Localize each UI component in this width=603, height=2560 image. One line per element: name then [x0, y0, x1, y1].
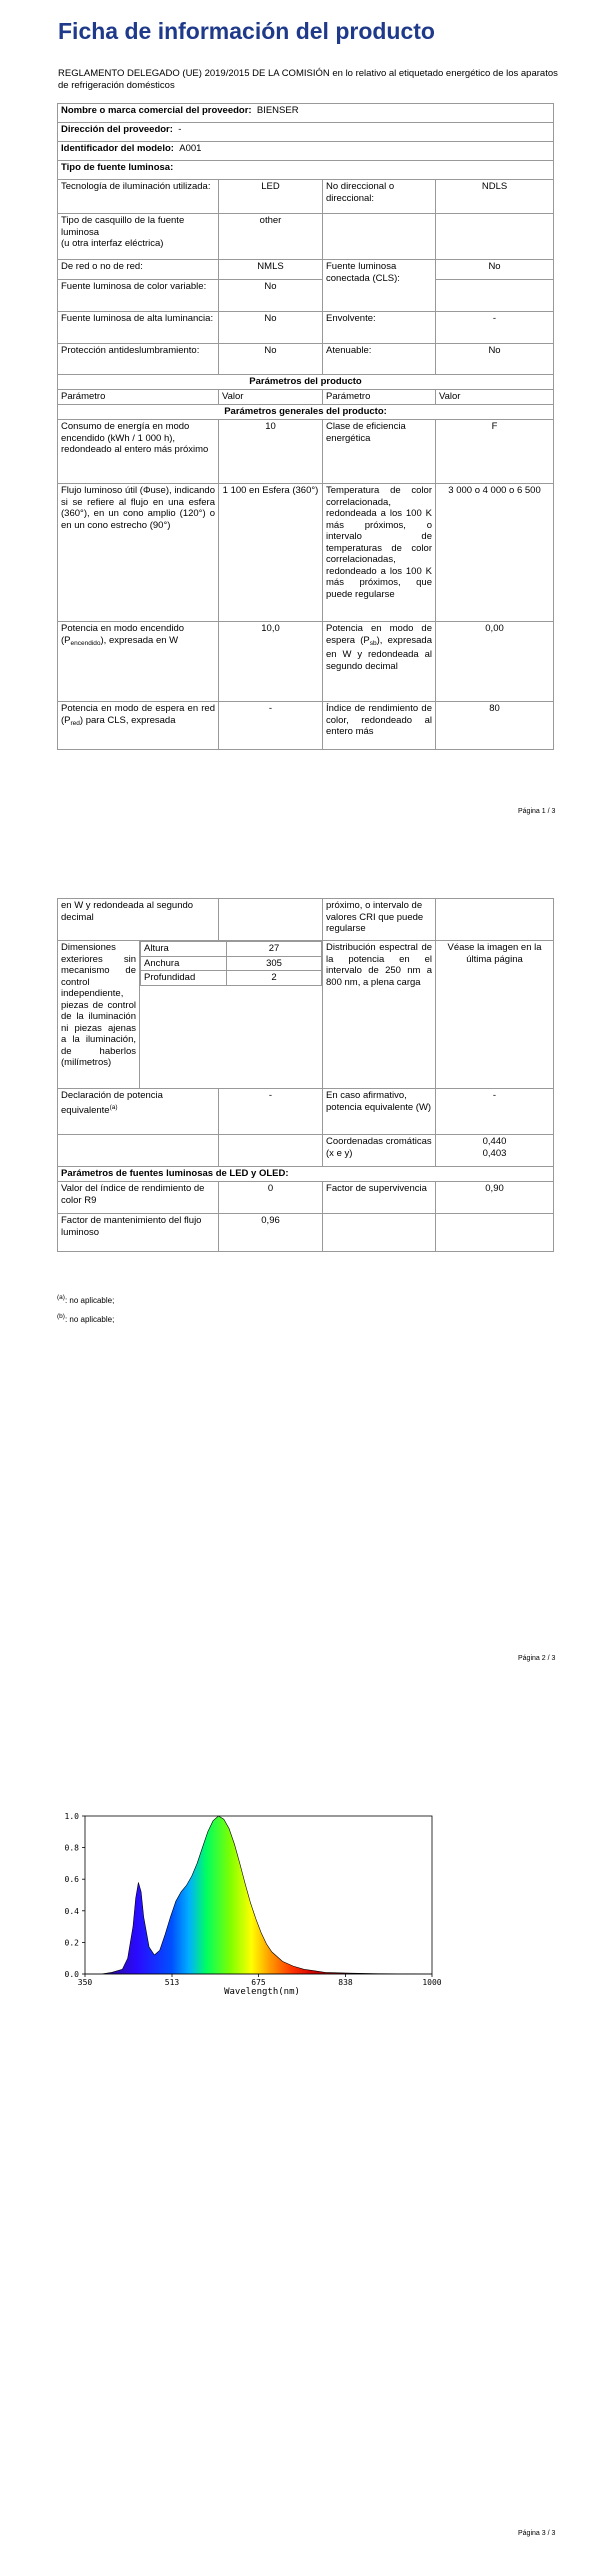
supplier-name-value: BIENSER: [256, 105, 299, 116]
x-tick-label-2: 675: [251, 1978, 266, 1987]
netstandby-value: -: [219, 702, 323, 750]
connected-label: Fuente luminosa conectada (CLS):: [323, 260, 436, 312]
r9-value: 0: [219, 1182, 323, 1214]
standby-label: Potencia en modo de espera $(P_{sb})$, expresada en W y redondeada al segundo decimal: [323, 622, 436, 702]
envelope-value: -: [436, 312, 554, 344]
maint-label: Factor de mantenimiento del flujo luminoso: [58, 1214, 219, 1252]
spectrum-area: [85, 1816, 432, 1974]
equiv-w-label: En caso afirmativo, potencia equivalente (W): [323, 1089, 436, 1135]
cri-value: 80: [436, 702, 554, 750]
x-tick-label-1: 513: [164, 1978, 180, 1987]
equiv-value: -: [219, 1089, 323, 1135]
y-tick-label-4: 0.8: [64, 1843, 79, 1853]
col-value-2: Valor: [436, 390, 554, 405]
dims-label: Dimensiones exteriores sin mecanismo de control independiente, piezas de control de la iluminación ni piezas ajenas a la iluminación, de haberlos (milímetros): [58, 941, 140, 1089]
cri-label-p1: Índice de rendimiento de color, redondeado al entero más: [323, 702, 436, 750]
survival-label: Factor de supervivencia: [323, 1182, 436, 1214]
spd-label: Distribución espectral de la potencia en el intervalo de 250 nm a 800 nm, a plena carga: [323, 941, 436, 1089]
power-value: 10,0: [219, 622, 323, 702]
x-tick-label-0: 350: [77, 1978, 93, 1987]
page-number-1: Página 1 / 3: [518, 808, 556, 815]
x-tick-label-3: 838: [338, 1978, 353, 1987]
dimmable-value: No: [436, 344, 554, 375]
col-param-2: Parámetro: [323, 390, 436, 405]
energy-label: Consumo de energía en modo encendido (kWh / 1 000 h), redondeado al entero más próximo: [58, 420, 219, 484]
nondirectional-label: No direccional o direccional:: [323, 180, 436, 214]
glare-value: No: [219, 344, 323, 375]
dims-subtable: [140, 941, 322, 986]
y-tick-label-5: 1.0: [64, 1812, 79, 1821]
efficiency-value: F: [436, 420, 554, 484]
height-label: Altura: [141, 942, 227, 957]
colour-label: Fuente luminosa de color variable:: [58, 280, 219, 312]
flux-label: Flujo luminoso útil (Φuse), indicando si se refiere al flujo en una esfera (360°), en un cono amplio (120°) o en un cono estrecho (90°): [58, 484, 219, 622]
efficiency-label: Clase de eficiencia energética: [323, 420, 436, 484]
source-type-label: Tipo de fuente luminosa:: [58, 161, 554, 180]
flux-value: 1 100 en Esfera (360°): [219, 484, 323, 622]
envelope-label: Envolvente:: [323, 312, 436, 344]
cct-label: Temperatura de color correlacionada, redondeada a los 100 K más próximos, o intervalo de temperaturas de color correlacionadas, redondeado a los 100 K más próximos, que puede regularse: [323, 484, 436, 622]
cct-value: 3 000 o 4 000 o 6 500: [436, 484, 554, 622]
power-label: Potencia en modo encendido $(P_{encendido})$, expresada en W: [58, 622, 219, 702]
hl-value: No: [219, 312, 323, 344]
mains-value: NMLS: [219, 260, 323, 280]
title: Ficha de información del producto: [58, 18, 435, 44]
chroma-x: 0,440: [482, 1136, 507, 1147]
netstandby-label-cont: en W y redondeada al segundo decimal: [58, 899, 219, 941]
maint-value: 0,96: [219, 1214, 323, 1252]
footnote-a: $^{(a)}$: no aplicable;: [57, 1294, 115, 1305]
y-tick-label-0: 0.0: [64, 1970, 79, 1979]
mains-label: De red o no de red:: [58, 260, 219, 280]
y-tick-label-2: 0.4: [64, 1906, 79, 1916]
cap-note: (u otra interfaz eléctrica): [61, 238, 164, 249]
col-value-1: Valor: [219, 390, 323, 405]
y-tick-label-1: 0.2: [64, 1938, 79, 1948]
spd-value: Véase la imagen en la última página: [436, 941, 554, 1089]
general-section: Parámetros generales del producto:: [58, 405, 554, 420]
equiv-w-value: -: [436, 1089, 554, 1135]
page-number-2: Página 2 / 3: [518, 1655, 556, 1662]
width-value: 305: [227, 956, 322, 971]
r9-label: Valor del índice de rendimiento de color R9: [58, 1182, 219, 1214]
product-info-table-p1: [57, 103, 554, 750]
cri-label-p2: próximo, o intervalo de valores CRI que puede regularse: [323, 899, 436, 941]
nondirectional-value: NDLS: [436, 180, 554, 214]
spectrum-chart: [0, 1808, 603, 1998]
connected-value: No: [436, 260, 554, 280]
tech-value: LED: [219, 180, 323, 214]
page-number-3: Página 3 / 3: [518, 2530, 556, 2537]
supplier-address-value: -: [178, 124, 182, 135]
model-value: A001: [179, 143, 202, 154]
tech-label: Tecnología de iluminación utilizada:: [58, 180, 219, 214]
product-info-table-p2: [57, 898, 554, 1252]
footnotes: [57, 1290, 114, 1328]
chroma-label: Coordenadas cromáticas (x e y): [323, 1135, 436, 1167]
width-label: Anchura: [141, 956, 227, 971]
hl-label: Fuente luminosa de alta luminancia:: [58, 312, 219, 344]
model-label: Identificador del modelo:: [61, 143, 174, 154]
chroma-y: 0,403: [482, 1147, 507, 1159]
glare-label: Protección antideslumbramiento:: [58, 344, 219, 375]
energy-value: 10: [219, 420, 323, 484]
colour-value: No: [219, 280, 323, 312]
params-section: Parámetros del producto: [58, 375, 554, 390]
netstandby-label: Potencia en modo de espera en red $(P_{red})$ para CLS, expresada: [58, 702, 219, 750]
cap-value: other: [219, 214, 323, 260]
height-value: 27: [227, 942, 322, 957]
equiv-label: Declaración de potencia equivalente$^{(a)}$: [58, 1089, 219, 1135]
led-section: Parámetros de fuentes luminosas de LED y OLED:: [58, 1167, 554, 1182]
regulation-subtitle: REGLAMENTO DELEGADO (UE) 2019/2015 DE LA COMISIÓN en lo relativo al etiquetado energético de los aparatos de refrigeración domésticos: [58, 68, 558, 91]
y-tick-label-3: 0.6: [64, 1875, 79, 1885]
cap-label: Tipo de casquillo de la fuente luminosa: [61, 215, 185, 238]
supplier-name-label: Nombre o marca comercial del proveedor:: [61, 105, 252, 116]
supplier-address-label: Dirección del proveedor:: [61, 124, 173, 135]
x-tick-label-4: 1000: [422, 1978, 442, 1987]
dimmable-label: Atenuable:: [323, 344, 436, 375]
depth-value: 2: [227, 971, 322, 986]
depth-label: Profundidad: [141, 971, 227, 986]
x-axis-label: Wavelength(nm): [224, 1987, 300, 1997]
supplier-name-row: [58, 104, 554, 123]
col-param-1: Parámetro: [58, 390, 219, 405]
footnote-b: $^{(b)}$: no aplicable;: [57, 1313, 115, 1324]
survival-value: 0,90: [436, 1182, 554, 1214]
standby-value: 0,00: [436, 622, 554, 702]
